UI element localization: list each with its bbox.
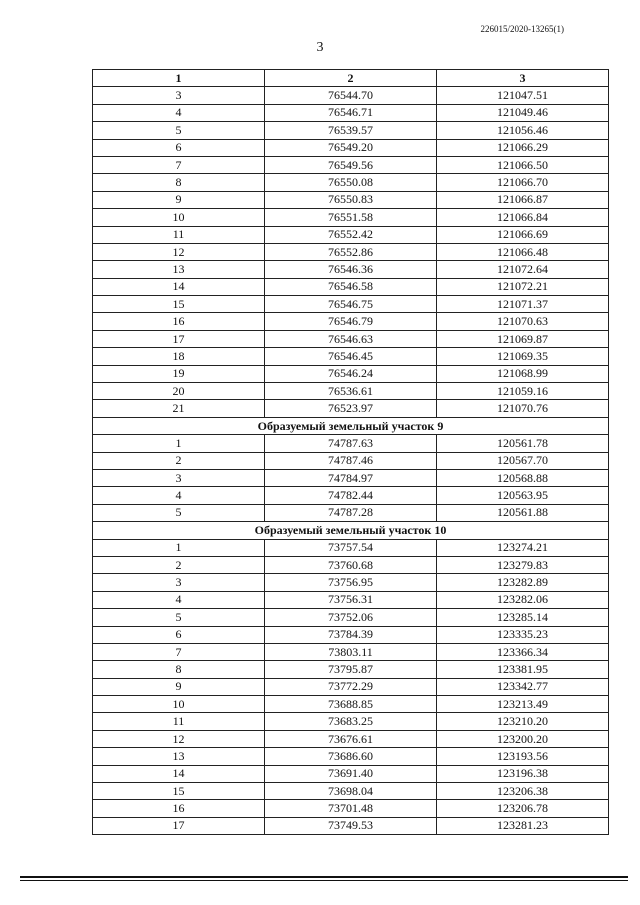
x-coordinate-cell: 76546.75 <box>265 296 437 313</box>
table-row <box>93 609 609 626</box>
point-number-cell: 13 <box>93 261 265 278</box>
table-body <box>93 87 609 835</box>
y-coordinate-cell: 121066.48 <box>437 243 609 260</box>
section-title: Образуемый земельный участок 10 <box>93 522 609 539</box>
table-row <box>93 591 609 608</box>
point-number-cell: 4 <box>93 591 265 608</box>
x-coordinate-cell: 73772.29 <box>265 678 437 695</box>
point-number-cell: 5 <box>93 609 265 626</box>
point-number-cell: 7 <box>93 643 265 660</box>
y-coordinate-cell: 120561.78 <box>437 435 609 452</box>
point-number-cell: 16 <box>93 800 265 817</box>
y-coordinate-cell: 123282.06 <box>437 591 609 608</box>
table-row <box>93 539 609 556</box>
y-coordinate-cell: 121066.69 <box>437 226 609 243</box>
x-coordinate-cell: 73683.25 <box>265 713 437 730</box>
point-number-cell: 5 <box>93 504 265 521</box>
y-coordinate-cell: 123281.23 <box>437 817 609 834</box>
y-coordinate-cell: 121072.64 <box>437 261 609 278</box>
y-coordinate-cell: 121059.16 <box>437 383 609 400</box>
x-coordinate-cell: 76549.56 <box>265 156 437 173</box>
table-row <box>93 174 609 191</box>
table-row <box>93 574 609 591</box>
y-coordinate-cell: 123213.49 <box>437 696 609 713</box>
table-row <box>93 435 609 452</box>
footer-rule-thin <box>20 880 628 881</box>
table-row <box>93 104 609 121</box>
x-coordinate-cell: 76546.24 <box>265 365 437 382</box>
y-coordinate-cell: 123206.38 <box>437 783 609 800</box>
page-number: 3 <box>316 40 324 55</box>
point-number-cell: 16 <box>93 313 265 330</box>
point-number-cell: 14 <box>93 765 265 782</box>
x-coordinate-cell: 76550.08 <box>265 174 437 191</box>
point-number-cell: 12 <box>93 243 265 260</box>
x-coordinate-cell: 76523.97 <box>265 400 437 417</box>
document-number: 226015/2020-13265(1) <box>480 24 564 34</box>
y-coordinate-cell: 123193.56 <box>437 748 609 765</box>
point-number-cell: 13 <box>93 748 265 765</box>
x-coordinate-cell: 76550.83 <box>265 191 437 208</box>
table-row <box>93 122 609 139</box>
table-row <box>93 487 609 504</box>
point-number-cell: 6 <box>93 139 265 156</box>
x-coordinate-cell: 76536.61 <box>265 383 437 400</box>
point-number-cell: 21 <box>93 400 265 417</box>
y-coordinate-cell: 123200.20 <box>437 730 609 747</box>
x-coordinate-cell: 74787.28 <box>265 504 437 521</box>
y-coordinate-cell: 123206.78 <box>437 800 609 817</box>
table-row <box>93 469 609 486</box>
table-row <box>93 748 609 765</box>
x-coordinate-cell: 76552.86 <box>265 243 437 260</box>
table-row <box>93 243 609 260</box>
table-row <box>93 400 609 417</box>
point-number-cell: 4 <box>93 487 265 504</box>
y-coordinate-cell: 123335.23 <box>437 626 609 643</box>
x-coordinate-cell: 73803.11 <box>265 643 437 660</box>
y-coordinate-cell: 120568.88 <box>437 469 609 486</box>
x-coordinate-cell: 73688.85 <box>265 696 437 713</box>
coordinates-table <box>92 69 609 835</box>
table-row <box>93 713 609 730</box>
y-coordinate-cell: 121066.70 <box>437 174 609 191</box>
section-title: Образуемый земельный участок 9 <box>93 417 609 434</box>
table-row <box>93 504 609 521</box>
point-number-cell: 7 <box>93 156 265 173</box>
y-coordinate-cell: 121049.46 <box>437 104 609 121</box>
point-number-cell: 3 <box>93 574 265 591</box>
y-coordinate-cell: 121069.87 <box>437 330 609 347</box>
x-coordinate-cell: 76546.71 <box>265 104 437 121</box>
table-row <box>93 226 609 243</box>
section-row <box>93 522 609 539</box>
x-coordinate-cell: 76546.36 <box>265 261 437 278</box>
x-coordinate-cell: 73752.06 <box>265 609 437 626</box>
x-coordinate-cell: 76546.45 <box>265 348 437 365</box>
y-coordinate-cell: 121047.51 <box>437 87 609 104</box>
point-number-cell: 9 <box>93 678 265 695</box>
point-number-cell: 1 <box>93 435 265 452</box>
column-header-x: 2 <box>265 70 437 87</box>
x-coordinate-cell: 76551.58 <box>265 209 437 226</box>
point-number-cell: 19 <box>93 365 265 382</box>
table-row <box>93 330 609 347</box>
point-number-cell: 3 <box>93 469 265 486</box>
table-row <box>93 87 609 104</box>
x-coordinate-cell: 76539.57 <box>265 122 437 139</box>
y-coordinate-cell: 121056.46 <box>437 122 609 139</box>
point-number-cell: 11 <box>93 713 265 730</box>
header-row <box>93 70 609 87</box>
point-number-cell: 2 <box>93 452 265 469</box>
point-number-cell: 6 <box>93 626 265 643</box>
table-row <box>93 348 609 365</box>
y-coordinate-cell: 123274.21 <box>437 539 609 556</box>
y-coordinate-cell: 121066.87 <box>437 191 609 208</box>
y-coordinate-cell: 123366.34 <box>437 643 609 660</box>
table-row <box>93 800 609 817</box>
point-number-cell: 15 <box>93 296 265 313</box>
point-number-cell: 18 <box>93 348 265 365</box>
table-row <box>93 156 609 173</box>
y-coordinate-cell: 121072.21 <box>437 278 609 295</box>
table-row <box>93 556 609 573</box>
table-row <box>93 383 609 400</box>
point-number-cell: 5 <box>93 122 265 139</box>
point-number-cell: 8 <box>93 661 265 678</box>
table-row <box>93 643 609 660</box>
y-coordinate-cell: 121069.35 <box>437 348 609 365</box>
x-coordinate-cell: 73760.68 <box>265 556 437 573</box>
x-coordinate-cell: 73698.04 <box>265 783 437 800</box>
column-header-y: 3 <box>437 70 609 87</box>
y-coordinate-cell: 123282.89 <box>437 574 609 591</box>
point-number-cell: 8 <box>93 174 265 191</box>
x-coordinate-cell: 76549.20 <box>265 139 437 156</box>
table-row <box>93 365 609 382</box>
footer-rule <box>20 876 628 878</box>
point-number-cell: 20 <box>93 383 265 400</box>
x-coordinate-cell: 73756.31 <box>265 591 437 608</box>
point-number-cell: 2 <box>93 556 265 573</box>
table-row <box>93 626 609 643</box>
point-number-cell: 14 <box>93 278 265 295</box>
x-coordinate-cell: 73757.54 <box>265 539 437 556</box>
y-coordinate-cell: 121066.84 <box>437 209 609 226</box>
table-row <box>93 452 609 469</box>
y-coordinate-cell: 120561.88 <box>437 504 609 521</box>
x-coordinate-cell: 73795.87 <box>265 661 437 678</box>
point-number-cell: 11 <box>93 226 265 243</box>
y-coordinate-cell: 123210.20 <box>437 713 609 730</box>
x-coordinate-cell: 74782.44 <box>265 487 437 504</box>
table-row <box>93 696 609 713</box>
column-header-point: 1 <box>93 70 265 87</box>
table-row <box>93 191 609 208</box>
y-coordinate-cell: 123381.95 <box>437 661 609 678</box>
table-row <box>93 765 609 782</box>
x-coordinate-cell: 74787.46 <box>265 452 437 469</box>
y-coordinate-cell: 121068.99 <box>437 365 609 382</box>
table-row <box>93 296 609 313</box>
point-number-cell: 10 <box>93 696 265 713</box>
table-row <box>93 278 609 295</box>
table-row <box>93 661 609 678</box>
table-row <box>93 209 609 226</box>
x-coordinate-cell: 73784.39 <box>265 626 437 643</box>
point-number-cell: 10 <box>93 209 265 226</box>
table-row <box>93 730 609 747</box>
x-coordinate-cell: 73691.40 <box>265 765 437 782</box>
table-row <box>93 678 609 695</box>
table-row <box>93 817 609 834</box>
y-coordinate-cell: 121070.63 <box>437 313 609 330</box>
point-number-cell: 4 <box>93 104 265 121</box>
x-coordinate-cell: 73749.53 <box>265 817 437 834</box>
x-coordinate-cell: 76546.58 <box>265 278 437 295</box>
point-number-cell: 12 <box>93 730 265 747</box>
y-coordinate-cell: 123279.83 <box>437 556 609 573</box>
y-coordinate-cell: 120567.70 <box>437 452 609 469</box>
x-coordinate-cell: 74784.97 <box>265 469 437 486</box>
point-number-cell: 9 <box>93 191 265 208</box>
x-coordinate-cell: 73756.95 <box>265 574 437 591</box>
y-coordinate-cell: 121070.76 <box>437 400 609 417</box>
x-coordinate-cell: 76546.79 <box>265 313 437 330</box>
y-coordinate-cell: 123196.38 <box>437 765 609 782</box>
table-row <box>93 139 609 156</box>
table-row <box>93 261 609 278</box>
table-row <box>93 313 609 330</box>
point-number-cell: 3 <box>93 87 265 104</box>
x-coordinate-cell: 76552.42 <box>265 226 437 243</box>
x-coordinate-cell: 76546.63 <box>265 330 437 347</box>
point-number-cell: 17 <box>93 817 265 834</box>
table-row <box>93 783 609 800</box>
x-coordinate-cell: 73686.60 <box>265 748 437 765</box>
y-coordinate-cell: 121071.37 <box>437 296 609 313</box>
point-number-cell: 1 <box>93 539 265 556</box>
y-coordinate-cell: 120563.95 <box>437 487 609 504</box>
x-coordinate-cell: 74787.63 <box>265 435 437 452</box>
point-number-cell: 15 <box>93 783 265 800</box>
point-number-cell: 17 <box>93 330 265 347</box>
y-coordinate-cell: 123285.14 <box>437 609 609 626</box>
x-coordinate-cell: 73676.61 <box>265 730 437 747</box>
x-coordinate-cell: 73701.48 <box>265 800 437 817</box>
y-coordinate-cell: 123342.77 <box>437 678 609 695</box>
section-row <box>93 417 609 434</box>
y-coordinate-cell: 121066.29 <box>437 139 609 156</box>
y-coordinate-cell: 121066.50 <box>437 156 609 173</box>
x-coordinate-cell: 76544.70 <box>265 87 437 104</box>
